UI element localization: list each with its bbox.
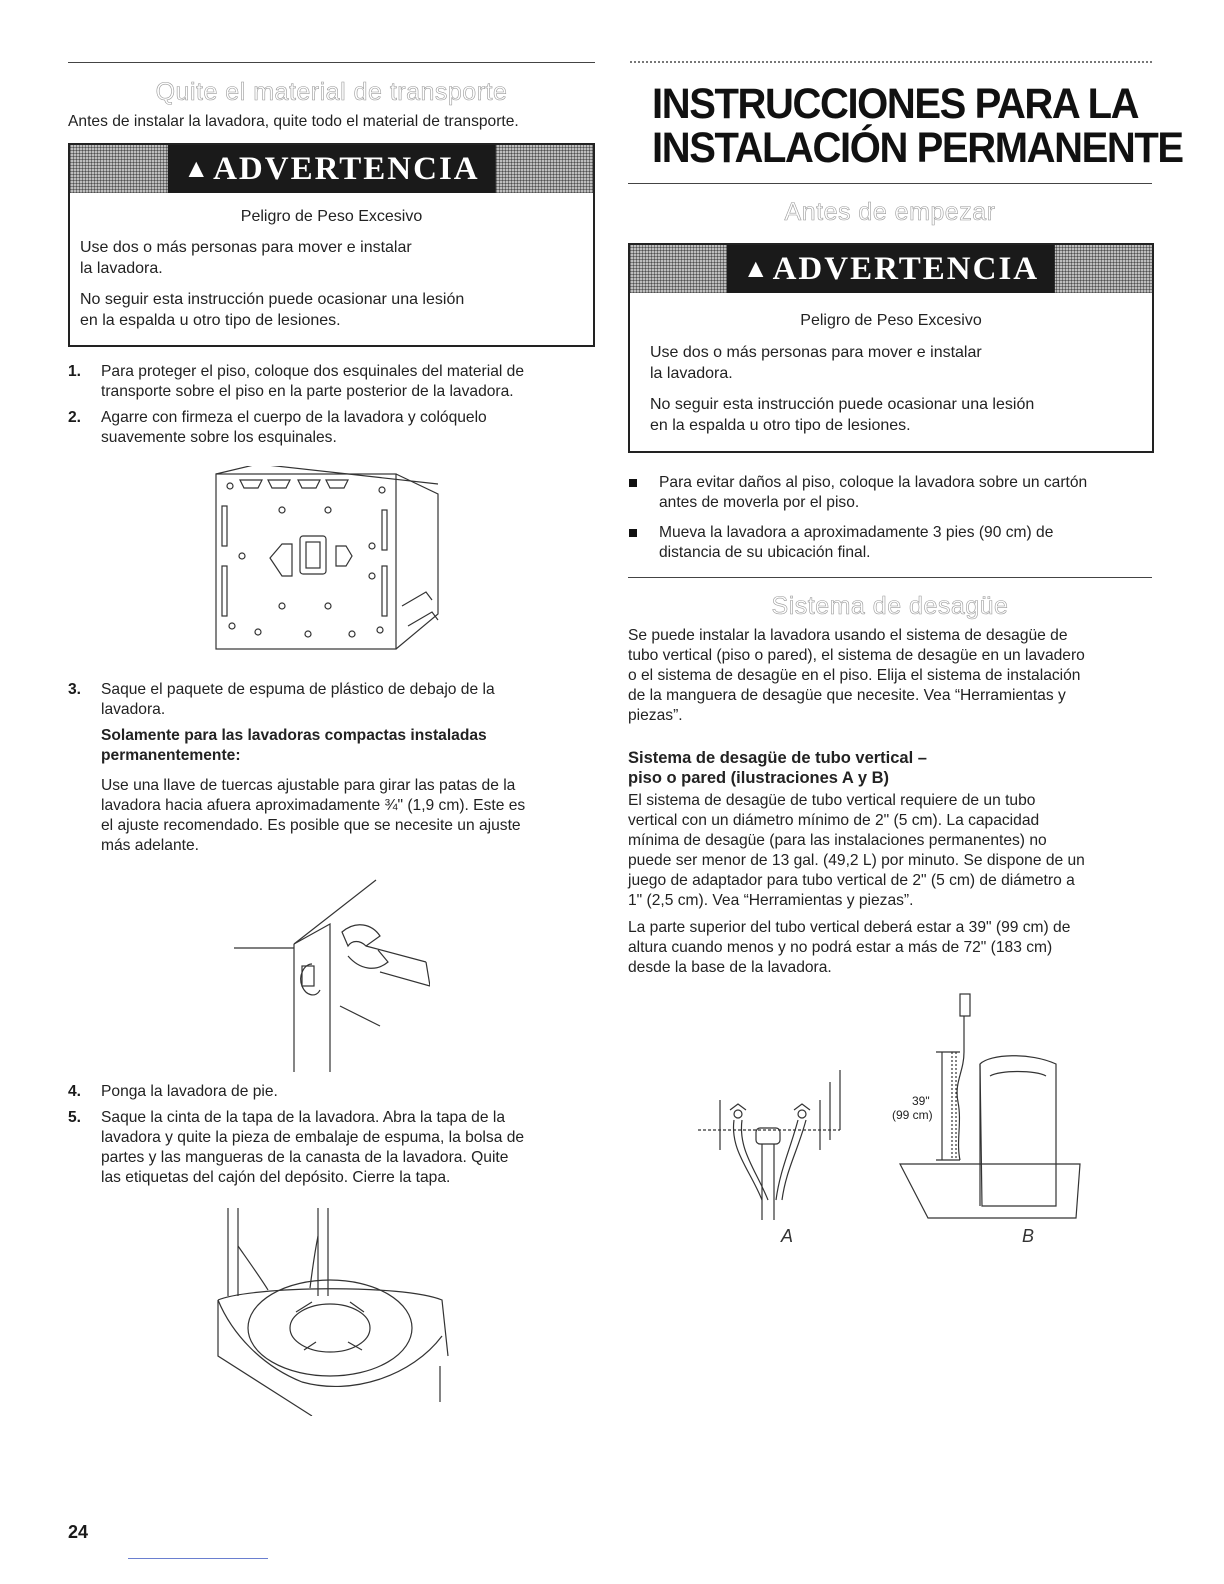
standpipe-body-line2: vertical con un diámetro mínimo de 2" (5 cm). La capacidad <box>628 812 1040 829</box>
standpipe-body-line3: mínima de desagüe (para las instalaciones permanentes) no <box>628 832 1047 849</box>
step-3-line2: lavadora. <box>101 701 166 718</box>
step-5-line2: lavadora y quite la pieza de embalaje de espuma, la bolsa de <box>101 1129 525 1146</box>
compact-heading-line1: Solamente para las lavadoras compactas instaladas <box>101 727 487 744</box>
standpipe-heading-line1: Sistema de desagüe de tubo vertical – <box>628 749 927 767</box>
right-top-dotted-rule <box>630 61 1152 63</box>
compact-body-line3: el ajuste recomendado. Es posible que se necesite un ajuste <box>101 817 521 834</box>
drain-intro-line2: tubo vertical (piso o pared), el sistema de desagüe en un lavadero <box>628 647 1085 664</box>
bullet-1-line2: antes de moverla por el piso. <box>659 494 860 511</box>
standpipe-body-line5: juego de adaptador para tubo vertical de 2" (5 cm) de diámetro a <box>628 872 1075 889</box>
washer-open-lid-illustration <box>212 1206 456 1416</box>
step-number: 2. <box>68 409 82 426</box>
step-4-line1: Ponga la lavadora de pie. <box>101 1083 278 1100</box>
standpipe-body-line6: 1" (2,5 cm). Vea “Herramientas y piezas”. <box>628 892 914 909</box>
step-number: 1. <box>68 363 82 380</box>
warning-header <box>70 145 593 193</box>
height-label-in: 39" <box>912 1094 930 1108</box>
figure-a-wall-standpipe <box>690 1070 850 1220</box>
warning-header <box>630 245 1152 293</box>
compact-heading-line2: permanentemente: <box>101 747 241 764</box>
warning-badge <box>727 245 1055 293</box>
standpipe-body-line4: puede ser menor de 13 gal. (49,2 L) por minuto. Se dispone de un <box>628 852 1085 869</box>
drain-section-rule <box>628 577 1152 578</box>
standpipe-heading-line2: piso o pared (ilustraciones A y B) <box>628 769 889 787</box>
left-top-rule <box>68 62 595 63</box>
warning-triangle-icon: ▲ <box>183 154 212 183</box>
section-title-before-start: Antes de empezar <box>784 198 996 226</box>
step-5-line1: Saque la cinta de la tapa de la lavadora. Abra la tapa de la <box>101 1109 505 1126</box>
page-title-line2: INSTALACIÓN PERMANENTE <box>652 124 1183 172</box>
warning-line2b: en la espalda u otro tipo de lesiones. <box>80 312 341 329</box>
warning-box-left <box>68 143 595 347</box>
warning-badge-label: ADVERTENCIA <box>213 150 480 187</box>
figure-a-label: A <box>781 1226 794 1246</box>
height-label-cm: (99 cm) <box>892 1108 933 1122</box>
warning-line1b: la lavadora. <box>80 260 163 277</box>
step-1-line1: Para proteger el piso, coloque dos esquinales del material de <box>101 363 525 380</box>
section-title-remove-shipping: Quite el material de transporte <box>155 78 508 106</box>
standpipe-body2-line1: La parte superior del tubo vertical deberá estar a 39" (99 cm) de <box>628 919 1071 936</box>
drain-intro-line3: o el sistema de desagüe en el piso. Elija el sistema de instalación <box>628 667 1081 684</box>
section-title-drain-system: Sistema de desagüe <box>771 592 1009 620</box>
bullet-2-line1: Mueva la lavadora a aproximadamente 3 pies (90 cm) de <box>659 524 1054 541</box>
step-number: 5. <box>68 1109 82 1126</box>
warning-line1b: la lavadora. <box>650 365 733 382</box>
step-3-line1: Saque el paquete de espuma de plástico de debajo de la <box>101 681 495 698</box>
warning-line2a: No seguir esta instrucción puede ocasionar una lesión <box>80 291 465 308</box>
page-title-line1: INSTRUCCIONES PARA LA <box>652 80 1139 128</box>
warning-heading: Peligro de Peso Excesivo <box>800 312 982 329</box>
bullet-square-icon <box>629 479 637 487</box>
compact-body-line1: Use una llave de tuercas ajustable para girar las patas de la <box>101 777 516 794</box>
warning-line2a: No seguir esta instrucción puede ocasionar una lesión <box>650 396 1035 413</box>
page-number: 24 <box>68 1522 89 1542</box>
standpipe-body2-line2: altura cuando menos y no podrá estar a más de 72" (183 cm) <box>628 939 1053 956</box>
wrench-leveling-leg-illustration <box>230 876 430 1072</box>
step-number: 3. <box>68 681 82 698</box>
warning-badge-label: ADVERTENCIA <box>772 250 1040 287</box>
warning-box-right <box>628 243 1154 453</box>
washer-back-illustration <box>212 466 452 662</box>
drain-intro-line5: piezas”. <box>628 707 683 724</box>
warning-line2b: en la espalda u otro tipo de lesiones. <box>650 417 911 434</box>
compact-body-line2: lavadora hacia afuera aproximadamente ¾" (1,9 cm). Este es <box>101 797 526 814</box>
warning-triangle-icon: ▲ <box>742 254 771 283</box>
footer-rule <box>128 1558 268 1559</box>
title-rule <box>628 183 1152 184</box>
step-2-line1: Agarre con firmeza el cuerpo de la lavadora y colóquelo <box>101 409 487 426</box>
bullet-2-line2: distancia de su ubicación final. <box>659 544 871 561</box>
warning-heading: Peligro de Peso Excesivo <box>240 208 423 225</box>
step-number: 4. <box>68 1083 82 1100</box>
standpipe-body2-line3: desde la base de la lavadora. <box>628 959 832 976</box>
drain-intro-line4: de la manguera de desagüe que necesite. Vea “Herramientas y <box>628 687 1066 704</box>
standpipe-body-line1: El sistema de desagüe de tubo vertical requiere de un tubo <box>628 792 1036 809</box>
bullet-square-icon <box>629 529 637 537</box>
figure-b-label: B <box>1022 1226 1035 1246</box>
bullet-1-line1: Para evitar daños al piso, coloque la lavadora sobre un cartón <box>659 474 1088 491</box>
step-1-line2: transporte sobre el piso en la parte posterior de la lavadora. <box>101 383 514 400</box>
warning-line1a: Use dos o más personas para mover e instalar <box>80 239 412 256</box>
step-2-line2: suavemente sobre los esquinales. <box>101 429 337 446</box>
step-5-line4: las etiquetas del cajón del depósito. Cierre la tapa. <box>101 1169 451 1186</box>
drain-intro-line1: Se puede instalar la lavadora usando el sistema de desagüe de <box>628 627 1068 644</box>
step-5-line3: partes y las mangueras de la canasta de la lavadora. Quite <box>101 1149 509 1166</box>
warning-line1a: Use dos o más personas para mover e instalar <box>650 344 982 361</box>
compact-body-line4: más adelante. <box>101 837 199 854</box>
intro-text: Antes de instalar la lavadora, quite todo el material de transporte. <box>68 113 519 130</box>
warning-badge <box>167 145 495 193</box>
